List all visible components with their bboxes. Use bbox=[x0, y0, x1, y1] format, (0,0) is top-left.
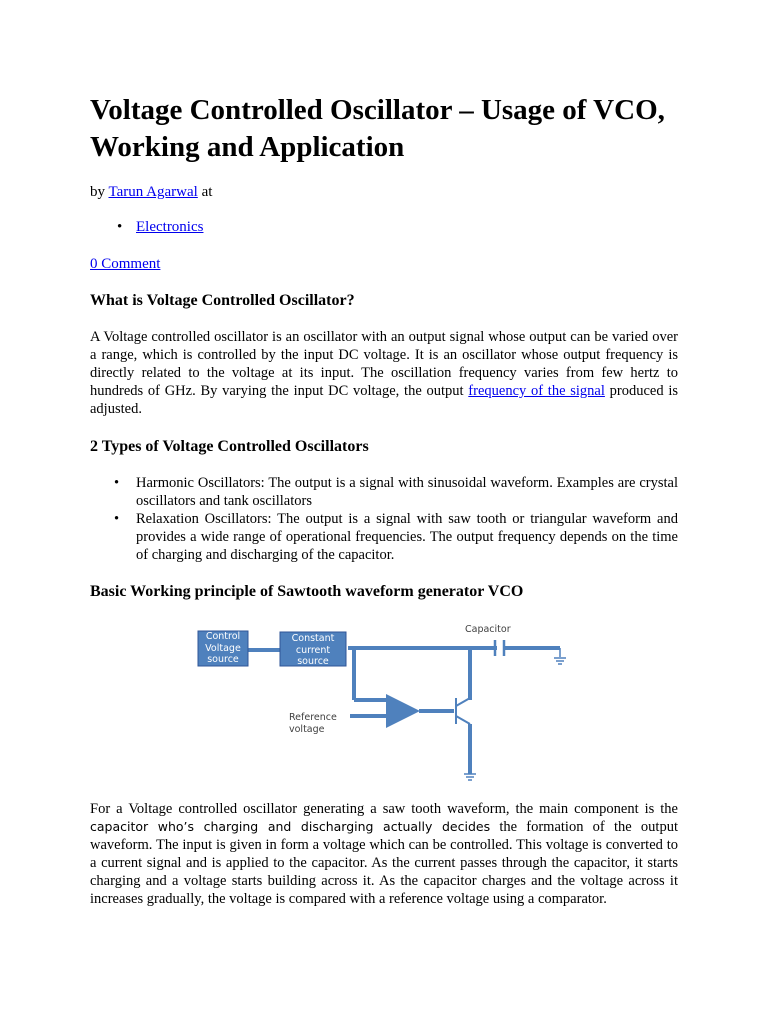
category-list bbox=[90, 217, 203, 237]
comment-link[interactable]: 0 Comment bbox=[90, 256, 161, 272]
byline bbox=[90, 182, 212, 202]
category-link-electronics[interactable]: Electronics bbox=[136, 219, 204, 235]
box2-line2: current bbox=[295, 645, 331, 656]
ground-icon bbox=[554, 648, 566, 664]
category-item bbox=[90, 217, 203, 237]
working-text-2: capacitor who’s charging and discharging actually decides bbox=[90, 819, 491, 834]
frequency-signal-link[interactable]: frequency of the signal bbox=[468, 383, 605, 399]
article-title: Voltage Controlled Oscillator – Usage of VCO, Working and Application bbox=[90, 94, 665, 163]
intro-text: A Voltage controlled oscillator is an oscillator with an output signal whose output can be varied over a range, which is controlled by the input DC voltage. It is an oscillator whose output frequency is directly related to the voltage at its input. The oscillation frequency varies from few hertz to hundreds of GHz. By varying the input DC voltage, the output bbox=[90, 329, 678, 399]
types-list bbox=[90, 474, 678, 564]
box2-line1: Constant bbox=[291, 633, 335, 644]
working-text-1: For a Voltage controlled oscillator generating a saw tooth waveform, the main component is the bbox=[90, 801, 678, 817]
vco-block-diagram bbox=[190, 616, 580, 786]
comment-count bbox=[90, 254, 160, 274]
reference-label-line1: Reference bbox=[289, 712, 337, 723]
box1-line2: Voltage bbox=[205, 643, 241, 654]
box1-line1: Control bbox=[205, 631, 241, 642]
bullet-icon: • bbox=[114, 511, 120, 527]
type-relaxation: Relaxation Oscillators: The output is a signal with saw tooth or triangular waveform and provides a wide range of operational frequencies. The output frequency depends on the time of charging and discharging of the capacitor. bbox=[136, 511, 678, 563]
section-heading-types: 2 Types of Voltage Controlled Oscillators bbox=[90, 438, 369, 455]
capacitor-label: Capacitor bbox=[465, 624, 511, 635]
section-heading-what-is-vco: What is Voltage Controlled Oscillator? bbox=[90, 292, 355, 309]
comparator-icon bbox=[386, 694, 420, 728]
section-heading-working-principle: Basic Working principle of Sawtooth waveform generator VCO bbox=[90, 583, 524, 600]
working-text-3: the formation of the output waveform. The input is given in form a voltage which can be controlled. This voltage is converted to a current signal and is applied to the capacitor. As the current passes through the capacitor, it starts charging and a voltage starts building across it. As the capacitor charges and the voltage across it increases gradually, the voltage is compared with a reference voltage using a comparator. bbox=[90, 819, 678, 907]
bullet-icon: • bbox=[117, 219, 123, 235]
working-paragraph bbox=[90, 800, 678, 908]
list-item bbox=[90, 510, 678, 564]
type-harmonic: Harmonic Oscillators: The output is a signal with sinusoidal waveform. Examples are crystal oscillators and tank oscillators bbox=[136, 475, 678, 509]
box1-line3: source bbox=[207, 654, 239, 665]
transistor-symbol bbox=[456, 698, 470, 724]
list-item bbox=[90, 474, 678, 510]
bullet-icon: • bbox=[114, 475, 120, 491]
ground-icon bbox=[464, 774, 476, 780]
byline-suffix: at bbox=[197, 184, 213, 200]
box2-line3: source bbox=[297, 656, 329, 667]
intro-paragraph bbox=[90, 328, 678, 418]
reference-label-line2: voltage bbox=[289, 724, 325, 735]
author-link[interactable]: Tarun Agarwal bbox=[108, 184, 198, 200]
byline-prefix: by bbox=[90, 184, 109, 200]
intro-text-end: produced is adjusted. bbox=[90, 383, 678, 417]
